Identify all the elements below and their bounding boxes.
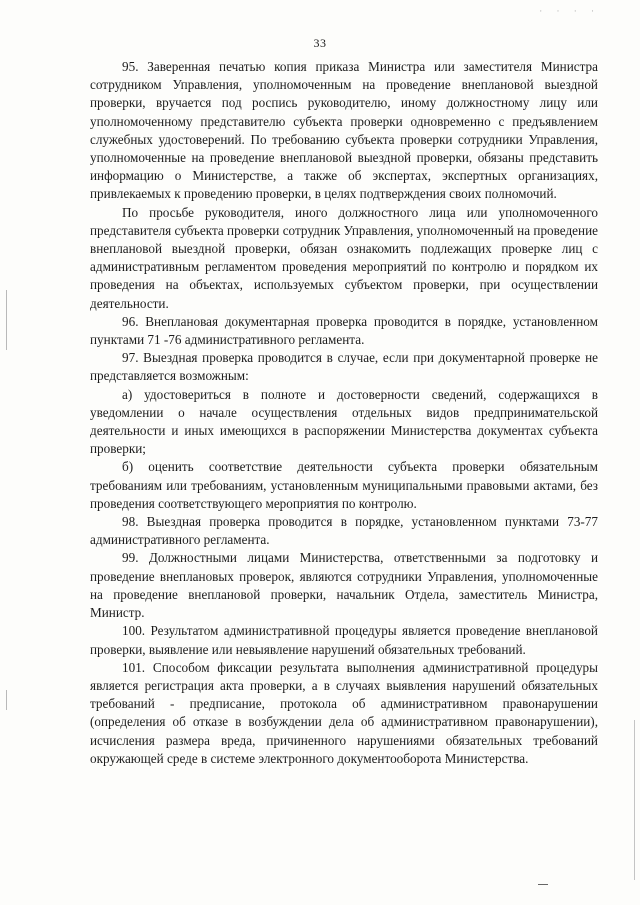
paragraph-96: 96. Внеплановая документарная проверка проводится в порядке, установленном пунктами 71 -76 административного регламента. — [90, 313, 598, 348]
page-number: 33 — [313, 36, 327, 50]
paragraph-101: 101. Способом фиксации результата выполнения административной процедуры является регистрация акта проверки, а в случаях выявления нарушений обязательных требований - предписание, протокола об административном правонарушении (определения об отказе в возбуждении дела об административном правонарушении), исчисления размера вреда, причиненного нарушениями обязательных требований окружающей среде в системе электронного документооборота Министерства. — [90, 659, 598, 766]
paragraph-97-a: а) удостовериться в полноте и достоверности сведений, содержащихся в уведомлении о начале осуществления отдельных видов предпринимательской деятельности и иных имеющихся в распоряжении Министерства документах субъекта проверки; — [90, 386, 598, 457]
paragraph-100: 100. Результатом административной процедуры является проведение внеплановой проверки, выявление или невыявление нарушений обязательных требований. — [90, 623, 598, 657]
paragraph-99: 99. Должностными лицами Министерства, ответственными за подготовку и проведение внеплановых проверок, являются сотрудники Управления, уполномоченные на проведение внеплановой проверки, начальник Отдела, заместитель Министра, Министр. — [90, 550, 598, 621]
paragraph-95-continued: По просьбе руководителя, иного должностного лица или уполномоченного представителя субъекта проверки сотрудник Управления, уполномоченный на проведение внеплановой выездной проверки, обязан ознакомить подлежащих проверке лиц с административным регламентом проведения мероприятий по контролю и порядком их проведения на объектах, используемых субъектом проверки, при осуществлении деятельности. — [90, 204, 598, 311]
document-body — [90, 58, 598, 768]
scan-artifact-left-edge — [6, 690, 7, 710]
scan-artifact-right-edge — [634, 720, 635, 880]
paragraph-98: 98. Выездная проверка проводится в порядке, установленном пунктами 73-77 административного регламента. — [90, 514, 598, 548]
paragraph-97-b: б) оценить соответствие деятельности субъекта проверки обязательным требованиям или требованиям, установленным муниципальными правовыми актами, без проведения соответствующего мероприятия по контролю. — [90, 459, 598, 511]
scan-artifact-dots: · · · · — [539, 6, 600, 16]
paragraph-97: 97. Выездная проверка проводится в случае, если при документарной проверке не представляется возможным: — [90, 350, 598, 384]
paragraph-95: 95. Заверенная печатью копия приказа Министра или заместителя Министра сотрудником Управления, уполномоченным на проведение внеплановой выездной проверки, вручается под роспись руководителю, иному должностному лицу или уполномоченному представителю субъекта проверки одновременно с предъявлением служебных удостоверений. По требованию субъекта проверки сотрудники Управления, уполномоченные на проведение внеплановой выездной проверки, обязаны представить информацию о Министерстве, а также об экспертах, экспертных организациях, привлекаемых к проведению проверки, в целях подтверждения своих полномочий. — [90, 59, 598, 202]
scan-artifact-dash — [538, 884, 548, 885]
scan-artifact-left-edge — [6, 290, 7, 350]
